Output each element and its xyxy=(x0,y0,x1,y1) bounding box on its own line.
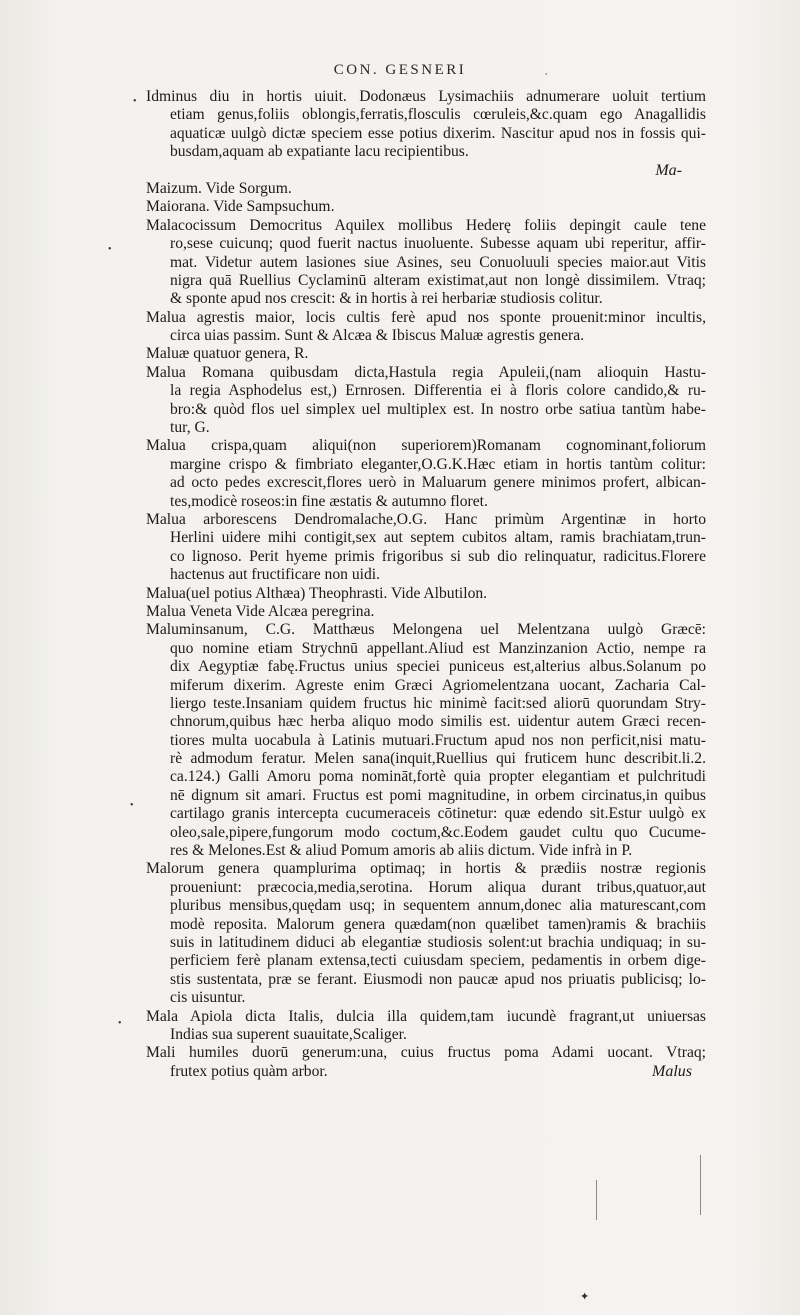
catchword-bottom: Malus xyxy=(652,1062,692,1080)
text-line: miferum dixerim. Agreste enim Græci Agriomelentzana uocant, Zacharia Cal- xyxy=(170,676,706,694)
text-line: circa uias passim. Sunt & Alcæa & Ibiscus Maluæ agrestis genera. xyxy=(170,327,585,345)
text-line: mat. Videtur autem lasiones siue Asines, seu Conuoluuli species maior.aut Vitis xyxy=(170,253,706,271)
text-line: Maiorana. Vide Sampsuchum. xyxy=(146,198,335,216)
running-head-text: CON. GESNERI xyxy=(333,62,467,78)
paragraph xyxy=(146,1008,706,1045)
text-line: tiores multa uocabula à Latinis mutuari.Fructum apud nos non perficit,nisi matu- xyxy=(170,731,706,749)
text-line: quo nomine etiam Strychnū appellant.Aliud est Manzinzanion Actio, nempe ra xyxy=(170,639,706,657)
text-line: modè reposita. Malorum genera quædam(non quælibet tamen)ramis & brachiis xyxy=(170,915,706,933)
bottom-mark: ✦ xyxy=(580,1291,590,1303)
paragraph xyxy=(146,345,706,363)
text-line: tes,modicè roseos:in fine æstatis & autumno floret. xyxy=(170,492,488,510)
text-line: ca.124.) Galli Amoru poma nomināt,fortè quia propter elegantiam et pulchritudi xyxy=(170,768,706,786)
text-line: perficiem ferè planam extensa,tecti cuiusdam speciem, pedamentis in orbem dige- xyxy=(170,952,706,970)
text-line: cis uisuntur. xyxy=(170,989,246,1007)
text-line: busdam,aquam ab expatiante lacu recipientibus. xyxy=(170,143,469,161)
text-line: pluribus mensibus,quędam usq; in sequentem annum,donec alia maturescant,com xyxy=(170,897,706,915)
text-line: Malua agrestis maior, locis cultis ferè apud nos sponte prouenit:minor incultis, xyxy=(146,308,706,326)
text-line: nigra quā Ruellius Cyclaminū alteram existimat,aut non longè dissimilem. Vtraq; xyxy=(170,271,706,289)
text-line: Herlini uidere mihi contigit,sex aut septem cubitos altam, ramis brachiatam,trun- xyxy=(170,529,706,547)
paragraph xyxy=(146,860,706,1007)
paragraph xyxy=(146,88,706,162)
text-line: nē dignum sit amari. Fructus est pomi magnitudine, in orbem circinatus,in quibus xyxy=(170,786,706,804)
text-line: cartilago granis intercepta cucumeraceis cōtinetur: quæ edendo sit.Estur uulgò ex xyxy=(170,805,706,823)
text-line: proueniunt: præcocia,media,serotina. Horum aliqua durant tribus,quatuor,aut xyxy=(170,878,706,896)
text-line: rè admodum feratur. Melen sana(inquit,Ruellius qui fruticem hunc describit.li.2. xyxy=(170,750,706,768)
text-line: Malacocissum Democritus Aquilex mollibus Hederę foliis depingit caule tene xyxy=(146,216,706,234)
text-line: chnorum,quibus hæc herba aliquo modo similis est. uidentur autem Græci recen- xyxy=(170,713,706,731)
text-line: hactenus aut fructificare non uidi. xyxy=(170,566,380,584)
text-line: dix Aegyptiæ fabę.Fructus unius speciei puniceus est,alterius albus.Solanum po xyxy=(170,658,706,676)
text-line: & sponte apud nos crescit: & in hortis à rei herbariæ studiosis colitur. xyxy=(170,290,603,308)
paragraph xyxy=(146,309,706,346)
text-line: Maluæ quatuor genera, R. xyxy=(146,345,309,363)
text-line: liergo teste.Insaniam quidem fructus hic minimè facit:sed aliorū quorundam Stry- xyxy=(170,694,706,712)
paragraph xyxy=(146,603,706,621)
text-line: Malorum genera quamplurima optimaq; in hortis & prædiis nostræ regionis xyxy=(146,860,706,878)
text-line: Maizum. Vide Sorgum. xyxy=(146,179,292,197)
catchword: Ma- xyxy=(655,161,682,179)
text-line: tur, G. xyxy=(170,419,210,437)
text-line: Maluminsanum, C.G. Matthæus Melongena uel Melentzana uulgò Græcē: xyxy=(146,621,706,639)
text-line: aquaticæ uulgò dictæ speciem esse potius dixerim. Nascitur apud nos in fossis qui- xyxy=(170,124,706,142)
text-line: frutex potius quàm arbor. xyxy=(170,1062,328,1080)
text-line: Malua crispa,quam aliqui(non superiorem)Romanam cognominant,foliorum xyxy=(146,437,706,455)
stray-mark xyxy=(596,1180,597,1220)
text-line: ad octo pedes excrescit,flores uerò in Maluarum genere minimos profert, albican- xyxy=(170,474,706,492)
paragraph xyxy=(146,217,706,309)
text-line: ro,sese cuicunq; quod fuerit nactus inuoluente. Subesse aquam ubi reperitur, affir- xyxy=(170,235,706,253)
paragraph xyxy=(146,180,706,198)
text-line: bro:& quòd flos uel simplex uel multiplex est. In nostro orbe satiua tantùm habe- xyxy=(170,400,706,418)
paragraph xyxy=(146,364,706,438)
head-mark: ˌ xyxy=(544,60,549,75)
margin-dot: • xyxy=(118,1018,122,1029)
margin-dot: • xyxy=(108,244,112,255)
text-block xyxy=(146,88,706,1081)
text-line: Malua Veneta Vide Alcæa peregrina. xyxy=(146,602,375,620)
text-line: Indias sua superent suauitate,Scaliger. xyxy=(170,1025,407,1043)
text-line: stis sustentata, præ se ferant. Eiusmodi non paucæ apud nos priuatis publicisq; lo- xyxy=(170,970,706,988)
text-line: oleo,sale,pipere,fungorum modo coctum,&c.Eodem gaudet cultu quo Cucume- xyxy=(170,823,706,841)
paragraph xyxy=(146,437,706,511)
margin-dot: • xyxy=(133,96,137,107)
text-line: margine crispo & fimbriato eleganter,O.G.K.Hæc etiam in hortis tantùm colitur: xyxy=(170,455,706,473)
text-line: Idminus diu in hortis uiuit. Dodonæus Lysimachiis adnumerare uoluit tertium xyxy=(146,88,706,105)
margin-dot: • xyxy=(130,800,134,811)
stray-mark xyxy=(700,1155,701,1215)
text-line: Malua(uel potius Althæa) Theophrasti. Vide Albutilon. xyxy=(146,584,488,602)
text-line: Mala Apiola dicta Italis, dulcia illa quidem,tam iucundè fragrant,ut uniuersas xyxy=(146,1007,706,1025)
text-line: suis in latitudinem diduci ab elegantiæ studiosis solent:ut brachia undiquaq; in su- xyxy=(170,933,706,951)
paragraph xyxy=(146,585,706,603)
text-line: Mali humiles duorū generum:una, cuius fructus poma Adami uocant. Vtraq; xyxy=(146,1044,706,1062)
paragraph xyxy=(146,198,706,216)
running-head xyxy=(0,62,800,79)
text-line: la regia Asphodelus est,) Ernrosen. Differentia ei à floris colore candido,& ru- xyxy=(170,382,706,400)
paragraph xyxy=(146,511,706,585)
text-line: co lignoso. Perit hyeme primis frigoribus si sub dio relinquatur, radicitus.Florere xyxy=(170,547,706,565)
text-line: res & Melones.Est & aliud Pomum amoris ab aliis dictum. Vide infrà in P. xyxy=(170,842,633,860)
text-line: Malua Romana quibusdam dicta,Hastula regia Apuleii,(nam alioquin Hastu- xyxy=(146,363,706,381)
text-line: Malua arborescens Dendromalache,O.G. Hanc primùm Argentinæ in horto xyxy=(146,510,706,528)
paragraph xyxy=(146,621,706,860)
text-line: etiam genus,foliis oblongis,ferratis,flosculis cœruleis,&c.quam ego Anagallidis xyxy=(170,106,706,124)
